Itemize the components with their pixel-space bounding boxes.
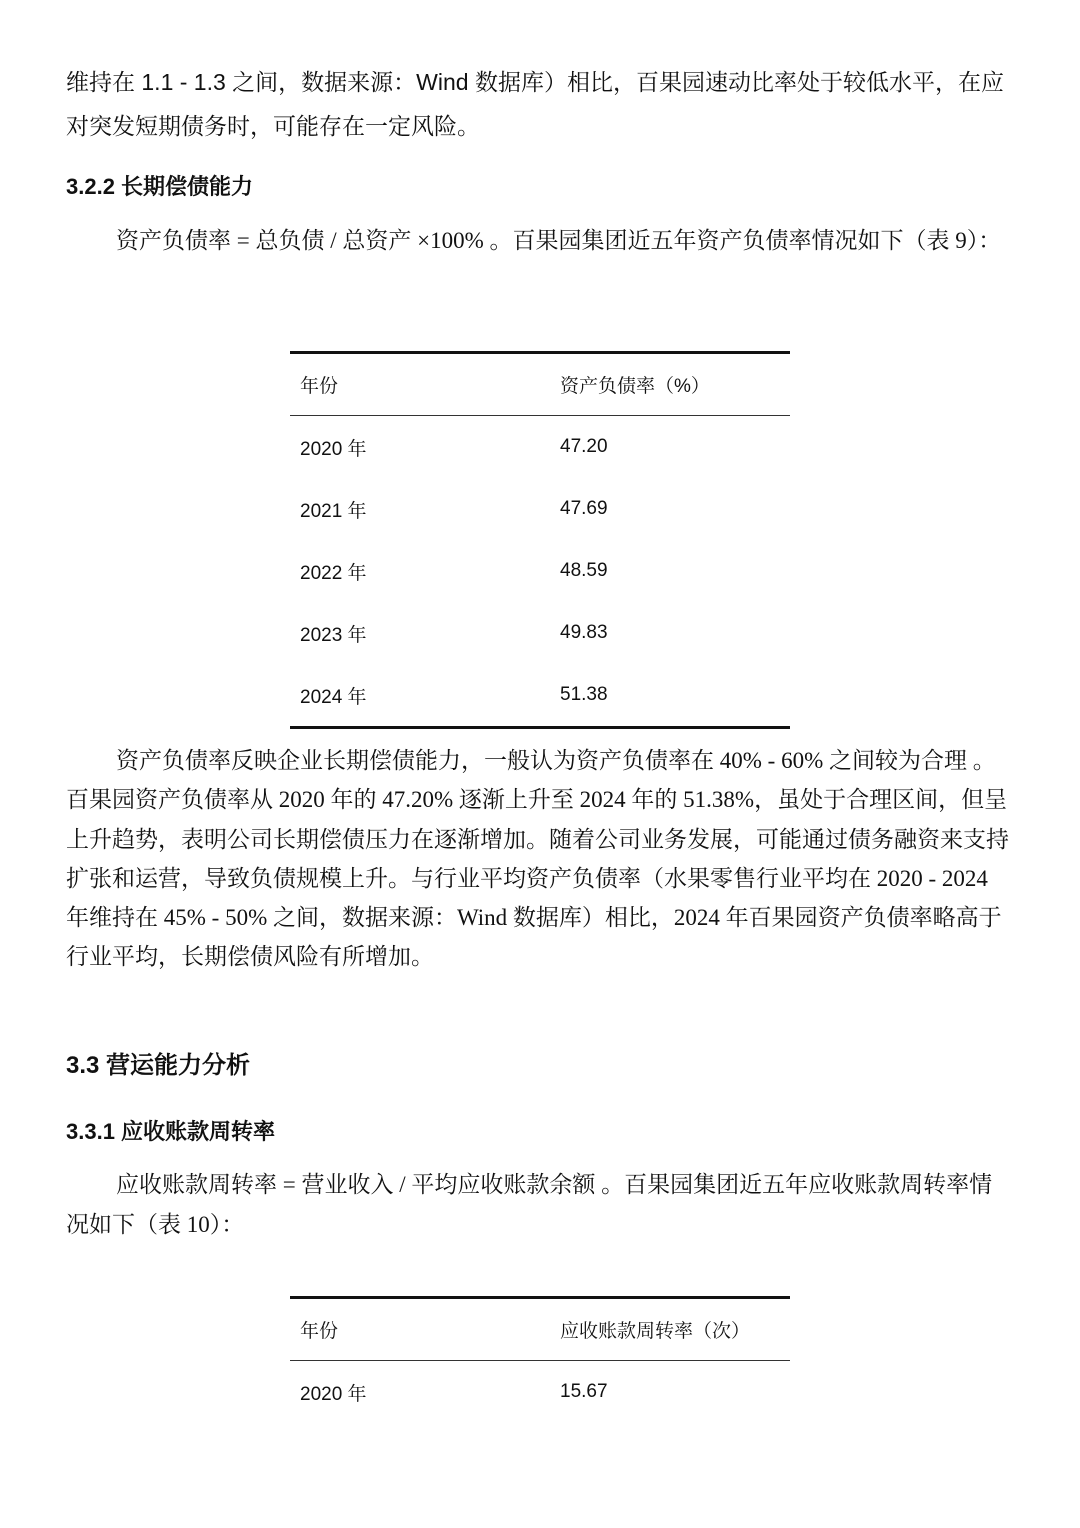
table-cell-value: 49.83 <box>560 622 608 643</box>
table-cell-value: 47.20 <box>560 436 608 457</box>
table-header-row <box>290 353 790 416</box>
table-header-year: 年份 <box>300 376 339 397</box>
section-3-2-2-intro: 资产负债率 = 总负债 / 总资产 ×100% 。百果园集团近五年资产负债率情况如下（表 9）： <box>116 228 1002 253</box>
table-10-receivables-turnover <box>290 1296 790 1423</box>
table-header-turnover: 应收账款周转率（次） <box>560 1321 751 1342</box>
table-row <box>290 478 790 540</box>
section-3-2-2-analysis: 资产负债率反映企业长期偿债能力，一般认为资产负债率在 40% - 60% 之间较为合理 。百果园资产负债率从 2020 年的 47.20% 逐渐上升至 2024 年的 51.38%，虽处于合理区间，但呈上升趋势，表明公司长期偿债压力在逐渐增加。随着公司业务发展，可能通过债务融资来支持扩张和运营，导致负债规模上升。与行业平均资产负债率（水果零售行业平均在 2020 - 2024 年维持在 45% - 50% 之间，数据来源：Wind 数据库）相比，2024 年百果园资产负债率略高于行业平均，长期偿债风险有所增加。 <box>66 748 1009 970</box>
table-cell-year: 2020 年 <box>300 1383 367 1405</box>
table-cell-year: 2023 年 <box>300 624 367 646</box>
section-heading-3-3: 3.3 营运能力分析 <box>66 1052 251 1079</box>
table-cell-value: 47.69 <box>560 498 608 519</box>
section-3-3-1-intro: 应收账款周转率 = 营业收入 / 平均应收账款余额 。百果园集团近五年应收账款周转率情况如下（表 10）： <box>66 1172 993 1237</box>
table-row <box>290 1361 790 1424</box>
table-header-debt-ratio: 资产负债率（%） <box>560 376 710 397</box>
table-cell-year: 2020 年 <box>300 438 367 460</box>
table-cell-value: 48.59 <box>560 560 608 581</box>
table-cell-year: 2022 年 <box>300 562 367 584</box>
table-header-year: 年份 <box>300 1321 339 1342</box>
table-cell-year: 2021 年 <box>300 500 367 522</box>
table-row <box>290 416 790 479</box>
table-row <box>290 602 790 664</box>
table-cell-year: 2024 年 <box>300 686 367 708</box>
table-cell-value: 51.38 <box>560 684 608 705</box>
table-9-debt-ratio <box>290 351 790 729</box>
table-row <box>290 540 790 602</box>
continuation-paragraph: 维持在 1.1 - 1.3 之间，数据来源：Wind 数据库）相比，百果园速动比率处于较低水平，在应对突发短期债务时，可能存在一定风险。 <box>66 69 1004 139</box>
table-cell-value: 15.67 <box>560 1381 608 1402</box>
section-heading-3-2-2: 3.2.2 长期偿债能力 <box>66 174 254 199</box>
section-heading-3-3-1: 3.3.1 应收账款周转率 <box>66 1119 276 1144</box>
table-header-row <box>290 1298 790 1361</box>
table-row <box>290 664 790 728</box>
